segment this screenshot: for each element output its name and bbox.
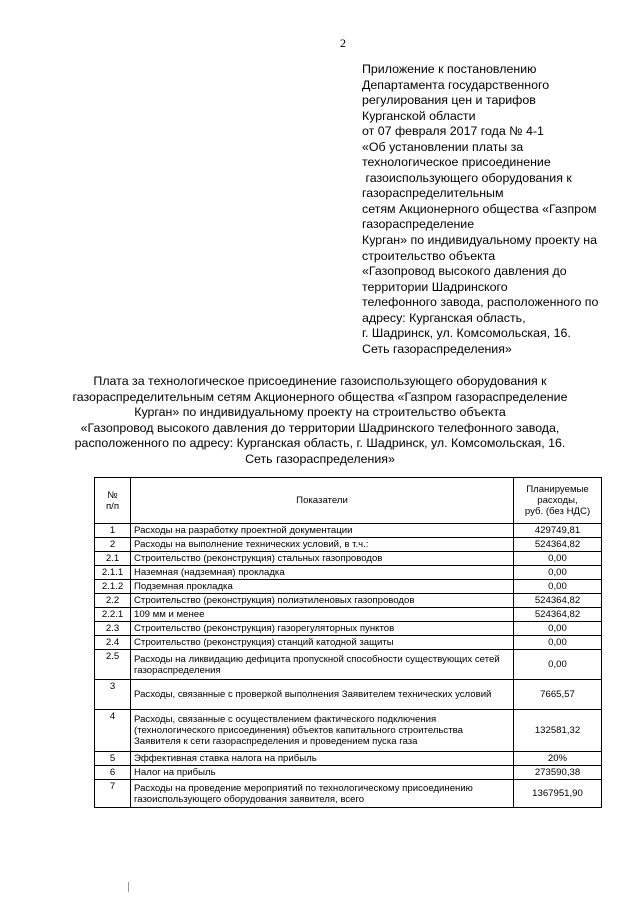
table-row bbox=[95, 552, 602, 566]
appendix-line: газоиспользующего оборудования к bbox=[362, 170, 572, 185]
table-row bbox=[95, 780, 602, 808]
table-row bbox=[95, 524, 602, 538]
row-name: Строительство (реконструкция) станций катодной защиты bbox=[131, 636, 514, 650]
scan-mark bbox=[128, 882, 129, 892]
appendix-line: Приложение к постановлению bbox=[362, 62, 537, 76]
row-num: 2.2 bbox=[95, 594, 131, 608]
fees-table bbox=[94, 477, 602, 808]
row-value: 0,00 bbox=[514, 552, 602, 566]
appendix-line: г. Шадринск, ул. Комсомольская, 16. bbox=[362, 326, 571, 341]
title-line: расположенного по адресу: Курганская область, г. Шадринск, ул. Комсомольская, 16. bbox=[74, 436, 566, 450]
row-value: 273590,38 bbox=[514, 766, 602, 780]
row-num: 2.1 bbox=[95, 552, 131, 566]
appendix-line: адресу: Курганская область, bbox=[362, 310, 526, 325]
appendix-line: территории Шадринского bbox=[362, 279, 508, 294]
appendix-line: от 07 февраля 2017 года № 4-1 bbox=[362, 124, 544, 139]
row-value: 524364,82 bbox=[514, 608, 602, 622]
row-name: Эффективная ставка налога на прибыль bbox=[131, 752, 514, 766]
title-line: «Газопровод высокого давления до территории Шадринского телефонного завода, bbox=[80, 420, 560, 435]
row-name: 109 мм и менее bbox=[131, 608, 514, 622]
document-title bbox=[50, 374, 590, 467]
row-num: 2.3 bbox=[95, 622, 131, 636]
title-line: Курган» по индивидуальному проекту на строительство объекта bbox=[134, 405, 506, 419]
table-row bbox=[95, 622, 602, 636]
row-value: 7665,57 bbox=[514, 680, 602, 710]
table-row bbox=[95, 766, 602, 780]
row-num: 4 bbox=[95, 710, 131, 752]
header-name: Показатели bbox=[131, 478, 514, 524]
row-value: 0,00 bbox=[514, 622, 602, 636]
row-name: Налог на прибыль bbox=[131, 766, 514, 780]
row-name: Расходы на проведение мероприятий по технологическому присоединению газоиспользующего оборудования заявителя, всего bbox=[131, 780, 514, 808]
row-num: 2.5 bbox=[95, 650, 131, 680]
table-row bbox=[95, 680, 602, 710]
appendix-header bbox=[362, 62, 632, 357]
row-num: 6 bbox=[95, 766, 131, 780]
table-row bbox=[95, 752, 602, 766]
appendix-line: технологическое присоединение bbox=[362, 155, 551, 170]
row-value: 524364,82 bbox=[514, 594, 602, 608]
row-value: 0,00 bbox=[514, 650, 602, 680]
row-num: 2.1.1 bbox=[95, 566, 131, 580]
row-value: 524364,82 bbox=[514, 538, 602, 552]
table-row bbox=[95, 710, 602, 752]
row-name: Строительство (реконструкция) газорегуляторных пунктов bbox=[131, 622, 514, 636]
header-value: Планируемые расходы, руб. (без НДС) bbox=[514, 478, 602, 524]
table-row bbox=[95, 580, 602, 594]
row-name: Расходы на разработку проектной документации bbox=[131, 524, 514, 538]
appendix-line: Департамента государственного bbox=[362, 77, 550, 92]
row-value: 20% bbox=[514, 752, 602, 766]
appendix-line: «Об установлении платы за bbox=[362, 139, 524, 154]
row-value: 429749,81 bbox=[514, 524, 602, 538]
row-name: Расходы на выполнение технических условий, в т.ч.: bbox=[131, 538, 514, 552]
row-num: 1 bbox=[95, 524, 131, 538]
header-num: № п/п bbox=[95, 478, 131, 524]
appendix-line: Курганской области bbox=[362, 108, 476, 123]
title-line: газораспределительным сетям Акционерного общества «Газпром газораспределение bbox=[72, 389, 568, 404]
appendix-line: газораспределительным bbox=[362, 186, 504, 201]
row-name: Расходы на ликвидацию дефицита пропускной способности существующих сетей газораспределения bbox=[131, 650, 514, 680]
row-num: 7 bbox=[95, 780, 131, 808]
row-num: 2.4 bbox=[95, 636, 131, 650]
row-num: 2.1.2 bbox=[95, 580, 131, 594]
table-row bbox=[95, 636, 602, 650]
row-value: 132581,32 bbox=[514, 710, 602, 752]
row-num: 2 bbox=[95, 538, 131, 552]
title-line: Сеть газораспределения» bbox=[245, 451, 395, 466]
appendix-line: газораспределение bbox=[362, 217, 475, 232]
appendix-line: регулирования цен и тарифов bbox=[362, 93, 536, 108]
row-value: 0,00 bbox=[514, 566, 602, 580]
appendix-line: «Газопровод высокого давления до bbox=[362, 264, 567, 279]
appendix-line: Сеть газораспределения» bbox=[362, 341, 512, 356]
title-line: Плата за технологическое присоединение газоиспользующего оборудования к bbox=[93, 374, 547, 388]
appendix-line: сетям Акционерного общества «Газпром bbox=[362, 201, 597, 216]
row-value: 0,00 bbox=[514, 580, 602, 594]
row-name: Расходы, связанные с проверкой выполнения Заявителем технических условий bbox=[131, 680, 514, 710]
page-number: 2 bbox=[340, 36, 346, 50]
row-name: Расходы, связанные с осуществлением фактического подключения (технологического присоединения) объектов капитального строительства Заявителя к сети газораспределения и проведением пуска газа bbox=[131, 710, 514, 752]
row-num: 3 bbox=[95, 680, 131, 710]
appendix-line: строительство объекта bbox=[362, 248, 496, 263]
row-value: 0,00 bbox=[514, 636, 602, 650]
row-name: Наземная (надземная) прокладка bbox=[131, 566, 514, 580]
table-row bbox=[95, 650, 602, 680]
row-num: 5 bbox=[95, 752, 131, 766]
table-row bbox=[95, 594, 602, 608]
table-row bbox=[95, 538, 602, 552]
table-header-row bbox=[95, 478, 602, 524]
table-row bbox=[95, 608, 602, 622]
appendix-line: Курган» по индивидуальному проекту на bbox=[362, 233, 597, 248]
row-num: 2.2.1 bbox=[95, 608, 131, 622]
table-row bbox=[95, 566, 602, 580]
row-value: 1367951,90 bbox=[514, 780, 602, 808]
row-name: Подземная прокладка bbox=[131, 580, 514, 594]
row-name: Строительство (реконструкция) полиэтиленовых газопроводов bbox=[131, 594, 514, 608]
row-name: Строительство (реконструкция) стальных газопроводов bbox=[131, 552, 514, 566]
appendix-line: телефонного завода, расположенного по bbox=[362, 295, 599, 310]
